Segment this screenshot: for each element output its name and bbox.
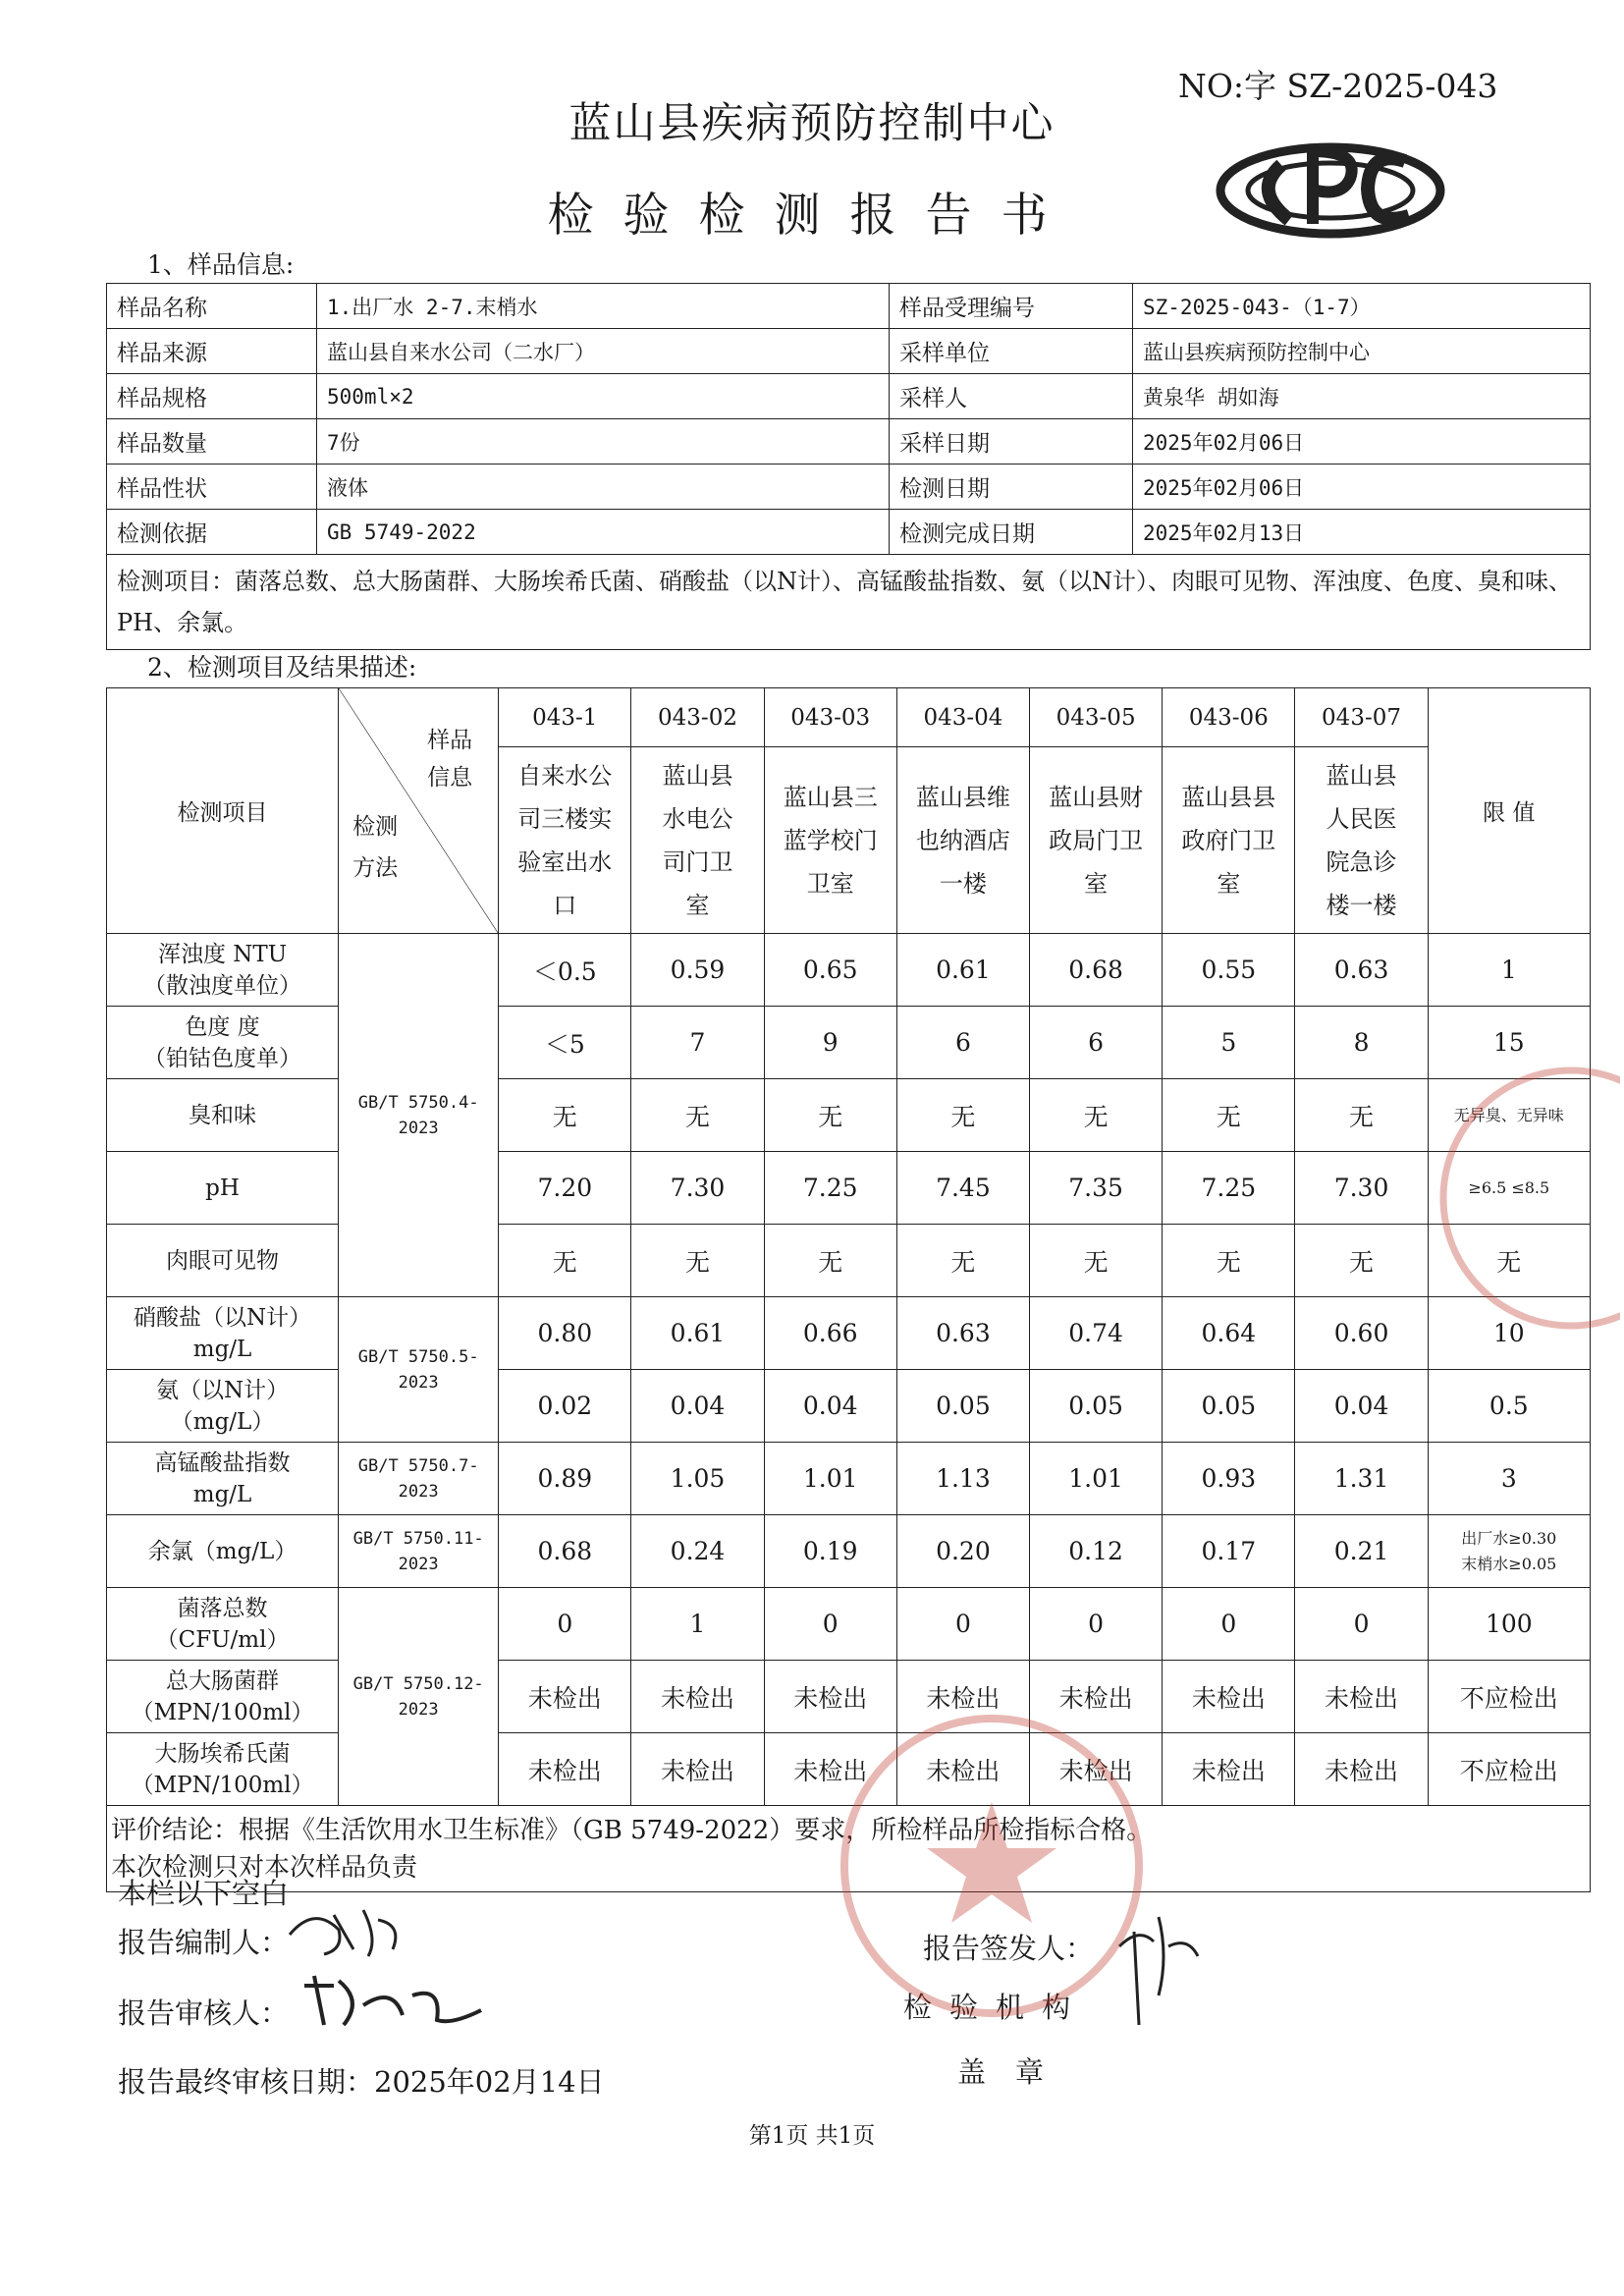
result-value: 无 xyxy=(764,1079,896,1152)
result-value: 无 xyxy=(1295,1225,1428,1297)
limit-value: 10 xyxy=(1428,1297,1590,1370)
result-value: 未检出 xyxy=(1163,1733,1295,1806)
info-label-right: 采样日期 xyxy=(890,419,1133,465)
info-row xyxy=(107,374,1591,419)
result-value: 无 xyxy=(499,1079,631,1152)
test-method: GB/T 5750.4-2023 xyxy=(339,934,499,1297)
result-value: 0.63 xyxy=(896,1297,1029,1370)
sample-location: 蓝山县财 政局门卫 室 xyxy=(1030,747,1163,934)
info-row xyxy=(107,284,1591,329)
result-value: 0.24 xyxy=(631,1515,764,1588)
result-value: 9 xyxy=(764,1007,896,1079)
sample-info-header-line: 信息 xyxy=(427,765,473,791)
sample-code: 043-07 xyxy=(1295,688,1428,747)
sample-code: 043-1 xyxy=(499,688,631,747)
compiler-signature-icon xyxy=(285,1895,412,1964)
limit-value: 0.5 xyxy=(1428,1370,1590,1443)
info-value-right: 黄泉华 胡如海 xyxy=(1133,374,1591,419)
limit-value: 100 xyxy=(1428,1588,1590,1661)
info-label: 样品规格 xyxy=(107,374,317,419)
reviewer-signature-icon xyxy=(295,1966,491,2035)
limit-value: 无异臭、无异味 xyxy=(1428,1079,1590,1152)
info-value: 蓝山县自来水公司（二水厂） xyxy=(317,329,890,374)
result-row xyxy=(107,1443,1591,1515)
result-value: 无 xyxy=(1163,1225,1295,1297)
limit-value: 不应检出 xyxy=(1428,1733,1590,1806)
result-value: 无 xyxy=(1030,1079,1163,1152)
result-value: ＜5 xyxy=(499,1007,631,1079)
seal-label: 盖章 xyxy=(957,2055,1074,2089)
test-item-name: 菌落总数 （CFU/ml） xyxy=(107,1588,339,1661)
result-value: 1 xyxy=(631,1588,764,1661)
result-value: 0.65 xyxy=(764,934,896,1007)
test-item-name: pH xyxy=(107,1152,339,1225)
compiler-label: 报告编制人： xyxy=(118,1926,290,1959)
official-seal-icon xyxy=(835,1709,1149,2023)
info-value-right: 蓝山县疾病预防控制中心 xyxy=(1133,329,1591,374)
limit-value: 15 xyxy=(1428,1007,1590,1079)
info-label-right: 采样人 xyxy=(890,374,1133,419)
result-value: 0.61 xyxy=(631,1297,764,1370)
result-value: 7.25 xyxy=(764,1152,896,1225)
result-value: 无 xyxy=(631,1079,764,1152)
result-value: 未检出 xyxy=(1163,1661,1295,1733)
result-value: 7 xyxy=(631,1007,764,1079)
limit-column-header: 限 值 xyxy=(1428,688,1590,934)
info-label: 样品名称 xyxy=(107,284,317,329)
result-value: 0.68 xyxy=(499,1515,631,1588)
result-row xyxy=(107,1588,1591,1661)
info-value: 7份 xyxy=(317,419,890,465)
result-value: 1.05 xyxy=(631,1443,764,1515)
result-value: 0 xyxy=(1030,1588,1163,1661)
result-value: 无 xyxy=(499,1225,631,1297)
result-value: 1.31 xyxy=(1295,1443,1428,1515)
result-value: 未检出 xyxy=(1295,1733,1428,1806)
result-value: 7.35 xyxy=(1030,1152,1163,1225)
info-value-right: 2025年02月13日 xyxy=(1133,510,1591,555)
report-number: NO:字 SZ-2025-043 xyxy=(1178,67,1498,105)
test-item-name: 臭和味 xyxy=(107,1079,339,1152)
result-value: 无 xyxy=(1030,1225,1163,1297)
result-value: 1.01 xyxy=(764,1443,896,1515)
sample-location: 蓝山县 水电公 司门卫 室 xyxy=(631,747,764,934)
result-row xyxy=(107,1370,1591,1443)
evaluation-conclusion: 评价结论：根据《生活饮用水卫生标准》（GB 5749-2022）要求，所检样品所检指标合格。 xyxy=(111,1815,1153,1845)
result-value: 0.17 xyxy=(1163,1515,1295,1588)
sample-location: 蓝山县维 也纳酒店 一楼 xyxy=(896,747,1029,934)
result-value: 1.01 xyxy=(1030,1443,1163,1515)
limit-value: 出厂水≥0.30 末梢水≥0.05 xyxy=(1428,1515,1590,1588)
method-header-line: 方法 xyxy=(352,855,399,881)
result-value: 0.02 xyxy=(499,1370,631,1443)
testing-organization-label: 检验机构 xyxy=(903,1991,1089,2024)
test-item-name: 氨（以N计） （mg/L） xyxy=(107,1370,339,1443)
sample-location: 蓝山县三 蓝学校门 卫室 xyxy=(764,747,896,934)
info-label: 样品性状 xyxy=(107,465,317,510)
result-value: 8 xyxy=(1295,1007,1428,1079)
result-row xyxy=(107,1515,1591,1588)
result-value: 0.04 xyxy=(1295,1370,1428,1443)
result-value: 0.80 xyxy=(499,1297,631,1370)
result-value: 0 xyxy=(896,1588,1029,1661)
info-value: 500ml×2 xyxy=(317,374,890,419)
info-label-right: 检测完成日期 xyxy=(890,510,1133,555)
result-value: 0.89 xyxy=(499,1443,631,1515)
info-label-right: 检测日期 xyxy=(890,465,1133,510)
result-value: 0 xyxy=(499,1588,631,1661)
result-value: 无 xyxy=(1295,1079,1428,1152)
info-label: 检测依据 xyxy=(107,510,317,555)
result-value: 未检出 xyxy=(896,1661,1029,1733)
limit-value: ≥6.5 ≤8.5 xyxy=(1428,1152,1590,1225)
info-label-right: 采样单位 xyxy=(890,329,1133,374)
sample-code: 043-03 xyxy=(764,688,896,747)
result-value: 未检出 xyxy=(764,1733,896,1806)
result-value: 6 xyxy=(1030,1007,1163,1079)
final-review-date: 报告最终审核日期：2025年02月14日 xyxy=(118,2065,605,2099)
result-value: 7.30 xyxy=(631,1152,764,1225)
test-item-name: 浑浊度 NTU （散浊度单位） xyxy=(107,934,339,1007)
issuer-label: 报告签发人： xyxy=(923,1932,1095,1965)
limit-value: 3 xyxy=(1428,1443,1590,1515)
blank-below-note: 本栏以下空白 xyxy=(118,1877,290,1910)
result-row xyxy=(107,1297,1591,1370)
item-column-header: 检测项目 xyxy=(107,688,339,934)
result-value: 无 xyxy=(896,1225,1029,1297)
sample-location: 蓝山县 人民医 院急诊 楼一楼 xyxy=(1295,747,1428,934)
page-number: 第1页 共1页 xyxy=(748,2123,876,2149)
result-value: 7.25 xyxy=(1163,1152,1295,1225)
result-row xyxy=(107,1152,1591,1225)
test-item-name: 高锰酸盐指数 mg/L xyxy=(107,1443,339,1515)
responsibility-note: 本次检测只对本次样品负责 xyxy=(111,1852,418,1883)
limit-value: 1 xyxy=(1428,934,1590,1007)
result-value: 0 xyxy=(764,1588,896,1661)
result-value: 0.63 xyxy=(1295,934,1428,1007)
organization-name: 蓝山县疾病预防控制中心 xyxy=(568,99,1056,148)
result-value: 0.04 xyxy=(631,1370,764,1443)
result-value: 0.74 xyxy=(1030,1297,1163,1370)
sample-code: 043-06 xyxy=(1163,688,1295,747)
test-item-name: 色度 度 （铂钴色度单） xyxy=(107,1007,339,1079)
result-value: 0.93 xyxy=(1163,1443,1295,1515)
result-value: 7.45 xyxy=(896,1152,1029,1225)
sample-location: 蓝山县县 政府门卫 室 xyxy=(1163,747,1295,934)
info-value-right: 2025年02月06日 xyxy=(1133,419,1591,465)
limit-value: 无 xyxy=(1428,1225,1590,1297)
info-value: GB 5749-2022 xyxy=(317,510,890,555)
sample-info-header-line: 样品 xyxy=(427,728,473,753)
result-value: 未检出 xyxy=(896,1733,1029,1806)
info-value: 液体 xyxy=(317,465,890,510)
page-edge-seal-icon xyxy=(1424,1061,1620,1336)
result-row xyxy=(107,1007,1591,1079)
result-value: 0.61 xyxy=(896,934,1029,1007)
result-value: 0 xyxy=(1163,1588,1295,1661)
result-value: 1.13 xyxy=(896,1443,1029,1515)
result-value: 0.05 xyxy=(896,1370,1029,1443)
result-value: 0.19 xyxy=(764,1515,896,1588)
method-header xyxy=(352,806,398,889)
result-value: 无 xyxy=(896,1079,1029,1152)
result-value: 未检出 xyxy=(631,1661,764,1733)
result-value: ＜0.5 xyxy=(499,934,631,1007)
info-label-right: 样品受理编号 xyxy=(890,284,1133,329)
info-label: 样品来源 xyxy=(107,329,317,374)
result-value: 无 xyxy=(764,1225,896,1297)
result-value: 0.66 xyxy=(764,1297,896,1370)
info-label: 样品数量 xyxy=(107,419,317,465)
section-results-title: 2、检测项目及结果描述: xyxy=(147,653,417,682)
result-value: 0.60 xyxy=(1295,1297,1428,1370)
limit-value: 不应检出 xyxy=(1428,1661,1590,1733)
info-value: 1.出厂水 2-7.末梢水 xyxy=(317,284,890,329)
test-item-name: 大肠埃希氏菌 （MPN/100ml） xyxy=(107,1733,339,1806)
result-value: 0 xyxy=(1295,1588,1428,1661)
sample-info-table xyxy=(106,283,1591,650)
result-value: 未检出 xyxy=(1030,1733,1163,1806)
sample-code: 043-04 xyxy=(896,688,1029,747)
method-header-line: 检测 xyxy=(352,814,399,840)
info-row xyxy=(107,419,1591,465)
result-value: 未检出 xyxy=(764,1661,896,1733)
result-value: 未检出 xyxy=(499,1733,631,1806)
result-value: 6 xyxy=(896,1007,1029,1079)
result-value: 无 xyxy=(631,1225,764,1297)
document-title: 检验检测报告书 xyxy=(547,189,1077,243)
result-value: 无 xyxy=(1163,1079,1295,1152)
diagonal-header-cell xyxy=(339,688,499,934)
info-row xyxy=(107,329,1591,374)
result-value: 未检出 xyxy=(1295,1661,1428,1733)
test-items-list: 检测项目：菌落总数、总大肠菌群、大肠埃希氏菌、硝酸盐（以N计）、高锰酸盐指数、氨（以N计）、肉眼可见物、浑浊度、色度、臭和味、PH、余氯。 xyxy=(107,555,1591,650)
reviewer-label: 报告审核人： xyxy=(118,1996,290,2030)
result-value: 0.59 xyxy=(631,934,764,1007)
sample-code: 043-05 xyxy=(1030,688,1163,747)
result-value: 0.20 xyxy=(896,1515,1029,1588)
result-value: 0.21 xyxy=(1295,1515,1428,1588)
result-value: 0.04 xyxy=(764,1370,896,1443)
test-method: GB/T 5750.11-2023 xyxy=(339,1515,499,1588)
result-row xyxy=(107,1225,1591,1297)
result-row xyxy=(107,934,1591,1007)
test-items-row xyxy=(107,555,1591,650)
sample-location: 自来水公 司三楼实 验室出水 口 xyxy=(499,747,631,934)
info-row xyxy=(107,510,1591,555)
result-value: 0.05 xyxy=(1163,1370,1295,1443)
sample-code-row xyxy=(107,688,1591,747)
test-item-name: 余氯（mg/L） xyxy=(107,1515,339,1588)
test-item-name: 总大肠菌群 （MPN/100ml） xyxy=(107,1661,339,1733)
result-value: 7.20 xyxy=(499,1152,631,1225)
test-item-name: 肉眼可见物 xyxy=(107,1225,339,1297)
test-method: GB/T 5750.5-2023 xyxy=(339,1297,499,1443)
sample-code: 043-02 xyxy=(631,688,764,747)
cdc-logo-icon xyxy=(1213,126,1448,244)
result-value: 未检出 xyxy=(631,1733,764,1806)
result-value: 未检出 xyxy=(1030,1661,1163,1733)
test-item-name: 硝酸盐（以N计） mg/L xyxy=(107,1297,339,1370)
result-value: 0.05 xyxy=(1030,1370,1163,1443)
result-value: 0.68 xyxy=(1030,934,1163,1007)
section-sample-info-title: 1、样品信息: xyxy=(147,250,295,279)
result-value: 未检出 xyxy=(499,1661,631,1733)
result-value: 5 xyxy=(1163,1007,1295,1079)
info-row xyxy=(107,465,1591,510)
sample-info-header xyxy=(427,722,472,796)
result-row xyxy=(107,1079,1591,1152)
result-value: 0.64 xyxy=(1163,1297,1295,1370)
test-method: GB/T 5750.12-2023 xyxy=(339,1588,499,1806)
result-value: 0.55 xyxy=(1163,934,1295,1007)
result-value: 0.12 xyxy=(1030,1515,1163,1588)
info-value-right: SZ-2025-043-（1-7） xyxy=(1133,284,1591,329)
result-value: 7.30 xyxy=(1295,1152,1428,1225)
info-value-right: 2025年02月06日 xyxy=(1133,465,1591,510)
test-method: GB/T 5750.7-2023 xyxy=(339,1443,499,1515)
